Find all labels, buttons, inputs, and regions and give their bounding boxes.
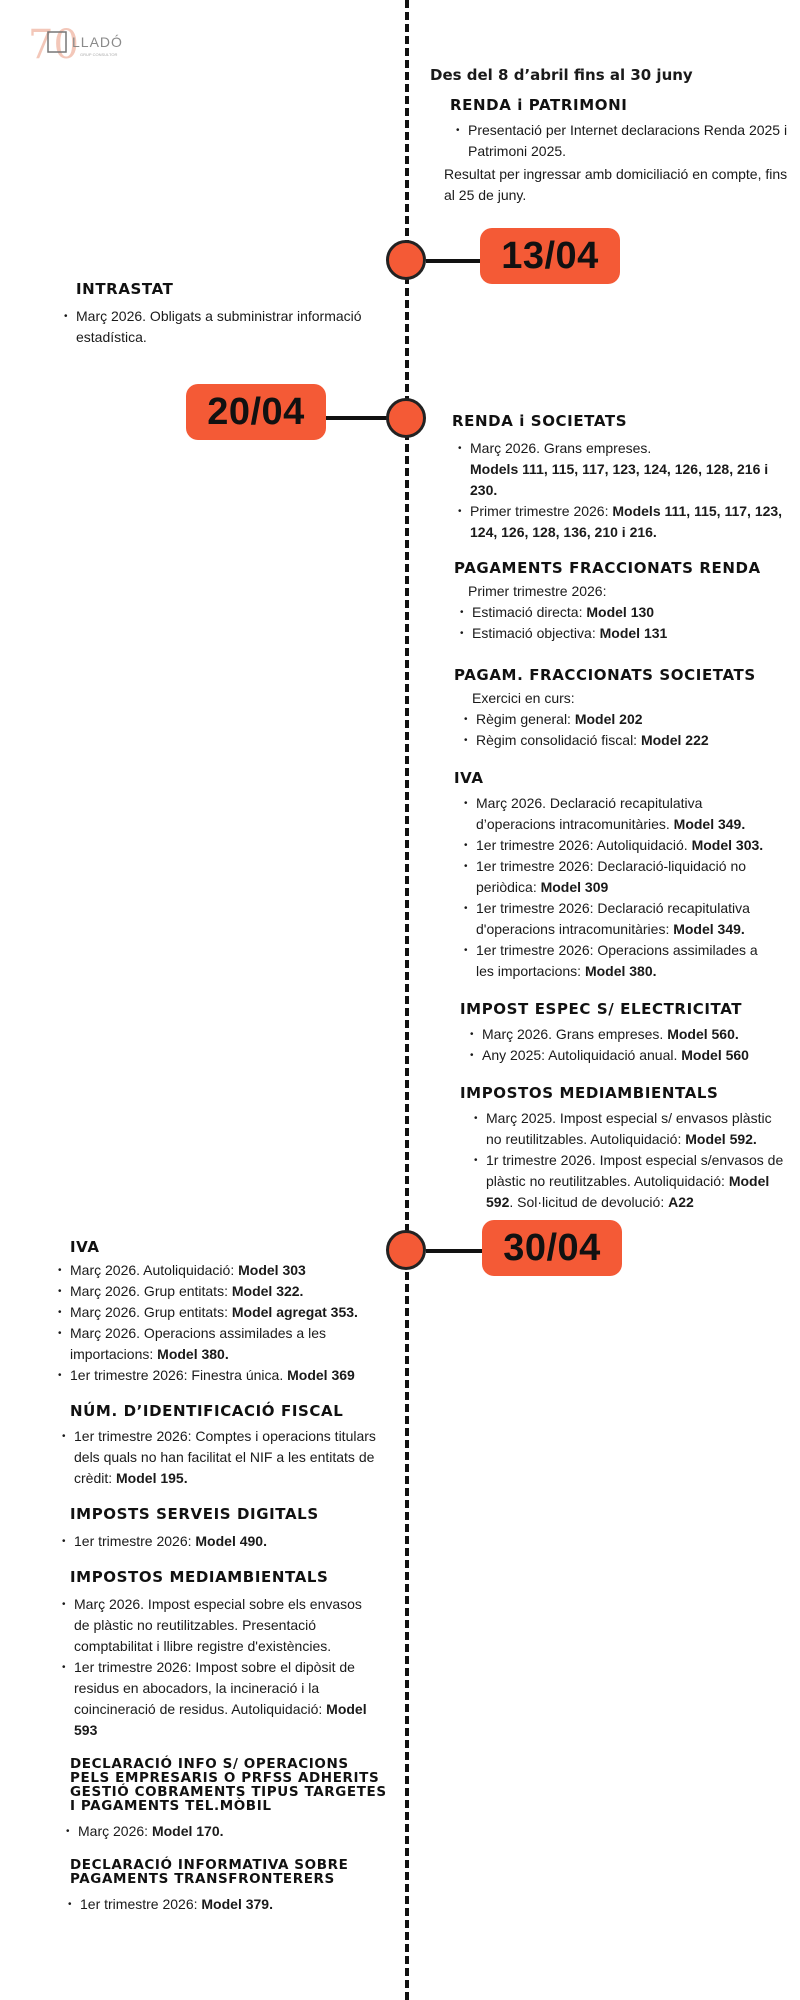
column-3004 (48, 1238, 393, 1915)
list-item: • 1r trimestre 2026. Impost especial s/envasos de plàstic no reutilitzables. Autoliquidació: Model 592. Sol·licitud de devolució: A22 (486, 1150, 786, 1213)
list-item: • 1er trimestre 2026: Declaració recapitulativa d'operacions intracomunitàries: Model 349. (476, 898, 776, 940)
list-item: • Març 2026. Grup entitats: Model agregat 353. (70, 1302, 393, 1323)
bullet-list (48, 1821, 393, 1842)
bullet-list (446, 602, 791, 644)
list-item: • 1er trimestre 2026: Model 490. (74, 1531, 393, 1552)
section-subtitle: Primer trimestre 2026: (468, 583, 607, 599)
column-2004 (446, 412, 791, 1213)
section-title: DECLARACIÓ INFORMATIVA SOBRE PAGAMENTS TRANSFRONTERERS (70, 1857, 349, 1887)
section-title: NÚM. D’IDENTIFICACIÓ FISCAL (70, 1402, 344, 1420)
list-item: • Març 2026. Declaració recapitulativa d’operacions intracomunitàries. Model 349. (476, 793, 776, 835)
section-title: RENDA i SOCIETATS (452, 412, 628, 430)
section-title: PAGAM. FRACCIONATS SOCIETATS (454, 666, 756, 684)
list-item: • Març 2026. Grans empreses. Model 560. (482, 1024, 791, 1045)
timeline-connector (426, 259, 480, 263)
bullet-list (48, 1894, 393, 1915)
list-item: • Règim general: Model 202 (476, 709, 791, 730)
list-item: • Estimació directa: Model 130 (472, 602, 791, 623)
section-title: IMPOSTS SERVEIS DIGITALS (70, 1505, 319, 1523)
section-title: IMPOST ESPEC S/ ELECTRICITAT (460, 1000, 743, 1018)
bullet-list (48, 1260, 393, 1386)
intrastat-section (52, 280, 392, 348)
list-item: • Primer trimestre 2026: Models 111, 115, 117, 123, 124, 126, 128, 136, 210 i 216. (470, 501, 791, 543)
list-item: • 1er trimestre 2026: Finestra única. Model 369 (70, 1365, 393, 1386)
list-item: • 1er trimestre 2026: Declaració-liquidació no periòdica: Model 309 (476, 856, 776, 898)
list-item: • Març 2026. Operacions assimilades a les importacions: Model 380. (70, 1323, 393, 1365)
intro-note: Resultat per ingressar amb domiciliació en compte, fins al 25 de juny. (444, 166, 788, 203)
list-item: • 1er trimestre 2026: Operacions assimilades a les importacions: Model 380. (476, 940, 776, 982)
intro-section (430, 66, 790, 206)
bullet-list (446, 1108, 786, 1213)
section-title: IMPOSTOS MEDIAMBIENTALS (70, 1568, 329, 1586)
bullet-list (430, 120, 790, 162)
list-item: • 1er trimestre 2026: Model 379. (80, 1894, 393, 1915)
bullet-list (48, 1426, 394, 1489)
logo-tagline: GRUP CONSULTOR (80, 52, 118, 57)
list-item: • Any 2025: Autoliquidació anual. Model 560 (482, 1045, 791, 1066)
list-item: • 1er trimestre 2026: Comptes i operacions titulars dels quals no han facilitat el NIF a les entitats de crèdit: Model 195. (74, 1426, 394, 1489)
section-title: IMPOSTOS MEDIAMBIENTALS (460, 1084, 719, 1102)
list-item: • Règim consolidació fiscal: Model 222 (476, 730, 791, 751)
period-heading: Des del 8 d’abril fins al 30 juny (430, 66, 693, 84)
list-item: • Març 2026. Grup entitats: Model 322. (70, 1281, 393, 1302)
bullet-list (48, 1531, 393, 1552)
list-item: • Març 2026. Obligats a subministrar informació estadística. (76, 306, 392, 348)
date-badge: 30/04 (482, 1220, 622, 1276)
list-item: • Març 2026. Impost especial sobre els envasos de plàstic no reutilitzables. Presentació comptabilitat i llibre registre d'existències. (74, 1594, 374, 1657)
date-badge: 20/04 (186, 384, 326, 440)
timeline-node (386, 240, 426, 280)
list-item: • 1er trimestre 2026: Impost sobre el dipòsit de residus en abocadors, la incineració i la coincineració de residus. Autoliquidació: Model 593 (74, 1657, 374, 1741)
timeline-node (386, 398, 426, 438)
logo-name: LLADÓ (72, 34, 123, 50)
bullet-list (446, 438, 791, 543)
company-logo (28, 18, 138, 66)
bullet-list (446, 709, 791, 751)
timeline-line (405, 0, 409, 2000)
logo-graphic (28, 18, 138, 66)
timeline-connector (426, 1249, 482, 1253)
list-item: • Estimació objectiva: Model 131 (472, 623, 791, 644)
list-item: • Març 2026. Grans empreses. Models 111, 115, 117, 123, 124, 126, 128, 216 i 230. (470, 438, 791, 501)
list-item: • Març 2026: Model 170. (78, 1821, 393, 1842)
bullet-list (446, 1024, 791, 1066)
section-subtitle: Exercici en curs: (472, 690, 575, 706)
section-title: IVA (454, 769, 484, 787)
section-title: DECLARACIÓ INFO S/ OPERACIONS PELS EMPRESARIS O PRFSS ADHERITS GESTIÓ COBRAMENTS TIPUS TARGETES I PAGAMENTS TEL.MÒBIL (70, 1756, 387, 1814)
bullet-list (52, 306, 392, 348)
section-title: PAGAMENTS FRACCIONATS RENDA (454, 559, 761, 577)
list-item: • Març 2026. Autoliquidació: Model 303 (70, 1260, 393, 1281)
list-item: • Presentació per Internet declaracions Renda 2025 i Patrimoni 2025. (468, 120, 790, 162)
logo-number: 70 (28, 22, 79, 66)
section-title: RENDA i PATRIMONI (450, 96, 628, 114)
bullet-list (446, 793, 776, 982)
timeline-connector (326, 416, 388, 420)
list-item: • Març 2025. Impost especial s/ envasos plàstic no reutilitzables. Autoliquidació: Model 592. (486, 1108, 786, 1150)
bullet-list (48, 1594, 374, 1741)
section-title: IVA (70, 1238, 100, 1256)
section-title: INTRASTAT (76, 280, 174, 298)
date-badge: 13/04 (480, 228, 620, 284)
list-item: • 1er trimestre 2026: Autoliquidació. Model 303. (476, 835, 776, 856)
